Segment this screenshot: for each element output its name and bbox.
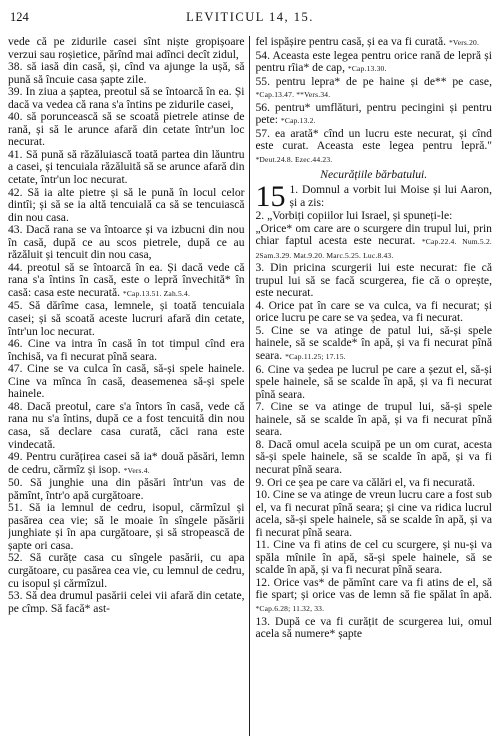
right-column-rest: [255, 210, 492, 641]
verse: [255, 401, 492, 439]
verse: [8, 262, 245, 301]
verse-text: 49. Pentru curățirea casei să ia* două păsări, lemn de cedru, cărmîz și isop.: [8, 450, 245, 476]
verse-text: 6. Cine va ședea pe lucrul pe care a șezut el, să-și spele hainele, să se scalde în apă, și va fi necurat pînă seara.: [255, 362, 492, 401]
verse: [8, 61, 245, 86]
right-column-top: [255, 36, 492, 166]
cross-reference: *Cap.11.25; 17.15.: [285, 352, 346, 362]
verse: [255, 76, 492, 102]
verse-text: 42. Să ia alte pietre și să le pună în locul celor dintîi; și să se ia altă tencuială ca să se tencuiască din nou casa.: [8, 185, 245, 224]
verse: [8, 111, 245, 149]
verse-text: 46. Cine va intra în casă în tot timpul cînd era închisă, va fi necurat pînă seara.: [8, 337, 245, 363]
cross-reference: *Cap.22.4. Num.5.2. 2Sam.3.29. Mat.9.20. Marc.5.25. Luc.8.43.: [255, 237, 492, 260]
verse: [8, 590, 245, 615]
verse-text: 45. Să dărîme casa, lemnele, și toată tencuiala casei; și să scoată aceste lucruri afară din cetate, într'un loc necurat.: [8, 299, 245, 338]
verse-text: 10. Cine se va atinge de vreun lucru care a fost sub el, va fi necurat pînă seara; și cine va ridica lucrul acela, să-și spele hainele, să se scalde în apă, și va fi necurat pînă seara.: [255, 488, 492, 539]
verse-text: 50. Să junghie una din păsări într'un vas de pămînt, într'o apă curgătoare.: [8, 476, 245, 502]
verse-text: 57. ea arată* cînd un lucru este necurat, și cînd este curat. Aceasta este legea pentru lepră.": [255, 126, 492, 153]
verse: [8, 451, 245, 477]
page-number: 124: [10, 10, 29, 24]
verse: [255, 128, 492, 167]
verse-text: 43. Dacă rana se va întoarce și va izbucni din nou în casă, după ce au scos pietrele, după ce au răzăluit și tencuit din nou casa,: [8, 223, 245, 262]
verse-text: 55. pentru lepra* de pe haine și de** pe case,: [255, 74, 492, 88]
section-heading: Necurățiile bărbatului.: [320, 168, 428, 182]
verse: [255, 439, 492, 477]
verse-text: 13. După ce va fi curățit de scurgerea lui, omul acela să numere* șapte: [255, 614, 492, 641]
verse: [8, 187, 245, 225]
verse: [8, 149, 245, 187]
column-divider: [249, 36, 250, 736]
verse: [8, 338, 245, 363]
verse-text: 8. Dacă omul acela scuipă pe un om curat, acesta să-și spele hainele, să se scalde în apă, și va fi necurat pînă seara.: [255, 437, 492, 476]
cross-reference: *Cap.13.47. **Vers.34.: [255, 90, 331, 100]
verse: [8, 477, 245, 502]
verse-text: 12. Orice vas* de pămînt care va fi atins de el, să fie spart; și orice vas de lemn să fie spălat în apă.: [255, 575, 492, 602]
cross-reference: *Cap.13.2.: [280, 116, 316, 126]
verse-text: vede că pe zidurile casei sînt niște gropișoare verzui sau roșietice, părînd mai adînci decît zidul,: [8, 36, 245, 61]
verse-text: fel ispășire pentru casă, și ea va fi curată.: [255, 36, 447, 48]
verse-text: 48. Dacă preotul, care s'a întors în casă, vede că rana nu s'a întins, după ce a fost tencuită din nou casa, să declare casa curată, căci rana este vindecată.: [8, 399, 245, 451]
cross-reference: *Cap.13.51. Zah.5.4.: [122, 288, 191, 298]
cross-reference: *Vers.20.: [448, 38, 480, 47]
right-column: [255, 36, 492, 736]
verse-text: 54. Aceasta este legea pentru orice rană de lepră și pentru rîia* de cap,: [255, 48, 492, 75]
chapter-start: [255, 180, 492, 214]
verse-text: 47. Cine se va culca în casă, să-și spele hainele. Cine va mînca în casă, deasemenea să-și spele hainele.: [8, 362, 245, 401]
verse: [8, 224, 245, 262]
verse-text: 5. Cine se va atinge de patul lui, să-și spele hainele, să se scalde* în apă, și va fi necurat pînă seara.: [255, 323, 492, 363]
verse: [255, 325, 492, 364]
verse-text: 9. Ori ce șea pe care va călări el, va fi necurată.: [255, 475, 475, 489]
chapter-first-verse: 1. Domnul a vorbit lui Moise și lui Aaron, și a zis:: [289, 183, 492, 209]
verse-text: „Orice* om care are o scurgere din trupul lui, prin chiar faptul acesta este necurat.: [255, 221, 492, 248]
verse: [8, 401, 245, 451]
cross-reference: *Cap.13.30.: [347, 64, 387, 74]
verse-text: 4. Orice pat în care se va culca, va fi necurat; și orice lucru pe care se va ședea, va fi necurat.: [255, 298, 492, 325]
verse-text: 52. Să curățe casa cu sîngele pasării, cu apa curgătoare, cu pasărea cea vie, cu lemnul de cedru, cu isopul și cărmîzul.: [8, 551, 245, 590]
verse-text: 38. să iasă din casă, și, cînd va ajunge la ușă, să pună să încuie casa șapte zile.: [8, 60, 245, 86]
verse-text: 53. Să dea drumul pasării celei vii afară din cetate, pe cîmp. Să facă* ast-: [8, 589, 245, 615]
verse: [255, 616, 492, 641]
verse: [255, 262, 492, 300]
running-title: LEVITICUL 14, 15.: [186, 10, 314, 24]
left-column: [8, 36, 245, 736]
verse: [8, 86, 245, 111]
verse: [255, 50, 492, 76]
verse: [255, 36, 492, 50]
verse: [8, 363, 245, 401]
verse-text: 40. să poruncească să se scoată pietrele atinse de rană, și să le arunce afară din cetate într'un loc necurat.: [8, 110, 245, 149]
page-header: [8, 10, 492, 28]
verse: [8, 300, 245, 338]
chapter-number: 15: [255, 180, 286, 214]
verse-text: 3. Din pricina scurgerii lui este necurat: fie că trupul lui să se facă scurgerea, fie că o oprește, este necurat.: [255, 261, 492, 300]
verse-text: 39. In ziua a șaptea, preotul să se întoarcă în ea. Și dacă va vedea că rana s'a întins pe zidurile casei,: [8, 85, 245, 111]
verse: [8, 36, 245, 61]
verse-text: 56. pentru* umflături, pentru pecingini și pentru pete:: [255, 100, 492, 127]
verse-text: 41. Să pună să răzăluiască toată partea din lăuntru a casei, și tencuiala răzăluită să se arunce afară din cetate, într'un loc necurat.: [8, 147, 245, 187]
verse: [255, 364, 492, 402]
verse: [8, 552, 245, 590]
verse: [255, 577, 492, 616]
verse: [255, 300, 492, 325]
verse: [255, 539, 492, 577]
verse: [8, 502, 245, 552]
verse-text: 44. preotul să se întoarcă în ea. Și dacă vede că rana s'a întins în casă, este o lepră învechită* în casă: casa este necurată.: [8, 260, 245, 299]
cross-reference: *Deut.24.8. Ezec.44.23.: [255, 154, 333, 164]
text-columns: [8, 36, 492, 736]
verse-text: 51. Să ia lemnul de cedru, isopul, cărmîzul și pasărea cea vie; să le moaie în sîngele păsării junghiate și în apa curgătoare, și să stropească de șapte ori casa.: [8, 501, 245, 552]
verse: [255, 102, 492, 128]
cross-reference: *Cap.6.28; 11.32, 33.: [255, 603, 325, 613]
cross-reference: *Vers.4.: [123, 465, 150, 475]
verse: [255, 489, 492, 539]
verse-text: 2. „Vorbiți copiilor lui Israel, și spuneți-le:: [255, 209, 453, 223]
verse-text: 11. Cine va fi atins de cel cu scurgere, și nu-și va spăla mînile în apă, să-și spele hainele, să se scalde în apă, și va fi necurat pînă seara.: [255, 538, 492, 577]
verse: [255, 223, 492, 263]
verse-text: 7. Cine se va atinge de trupul lui, să-și spele hainele, să se scalde în apă, și va fi necurat pînă seara.: [255, 400, 492, 439]
